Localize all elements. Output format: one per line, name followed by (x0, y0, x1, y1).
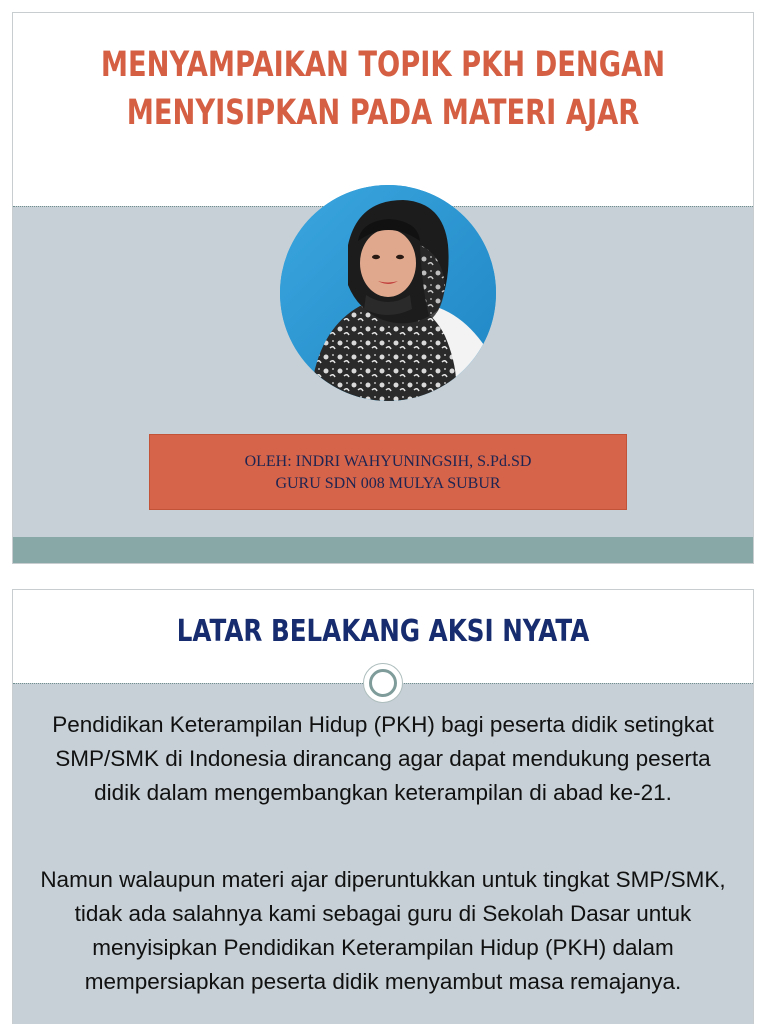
slide-footer-bar (13, 537, 753, 564)
body-paragraph-2: Namun walaupun materi ajar diperuntukkan untuk tingkat SMP/SMK, tidak ada salahnya kami sebagai guru di Sekolah Dasar untuk menyisipkan Pendidikan Keterampilan Hidup (PKH) dalam mempersiapkan peserta didik menyambut masa remajanya. (40, 867, 726, 994)
title-slide (12, 12, 754, 564)
slide-title (94, 41, 671, 137)
author-name: OLEH: INDRI WAHYUNINGSIH, S.Pd.SD (244, 453, 532, 470)
circle-ornament-icon (363, 663, 403, 703)
ornament-ring (369, 669, 397, 697)
author-school: GURU SDN 008 MULYA SUBUR (275, 475, 501, 492)
author-info-box (149, 434, 627, 510)
section-title: LATAR BELAKANG AKSI NYATA (176, 614, 590, 649)
title-header-band (13, 13, 753, 206)
slide-title-line-2: MENYISIPKAN PADA MATERI AJAR (126, 93, 640, 133)
body-paragraph-1: Pendidikan Keterampilan Hidup (PKH) bagi peserta didik setingkat SMP/SMK di Indonesia dirancang agar dapat mendukung peserta didik dalam mengembangkan keterampilan di abad ke-21. (52, 712, 714, 805)
portrait-illustration (280, 185, 496, 401)
background-slide (12, 589, 754, 1024)
author-portrait-photo (280, 185, 496, 401)
slide-title-line-1: MENYAMPAIKAN TOPIK PKH DENGAN (100, 45, 666, 85)
